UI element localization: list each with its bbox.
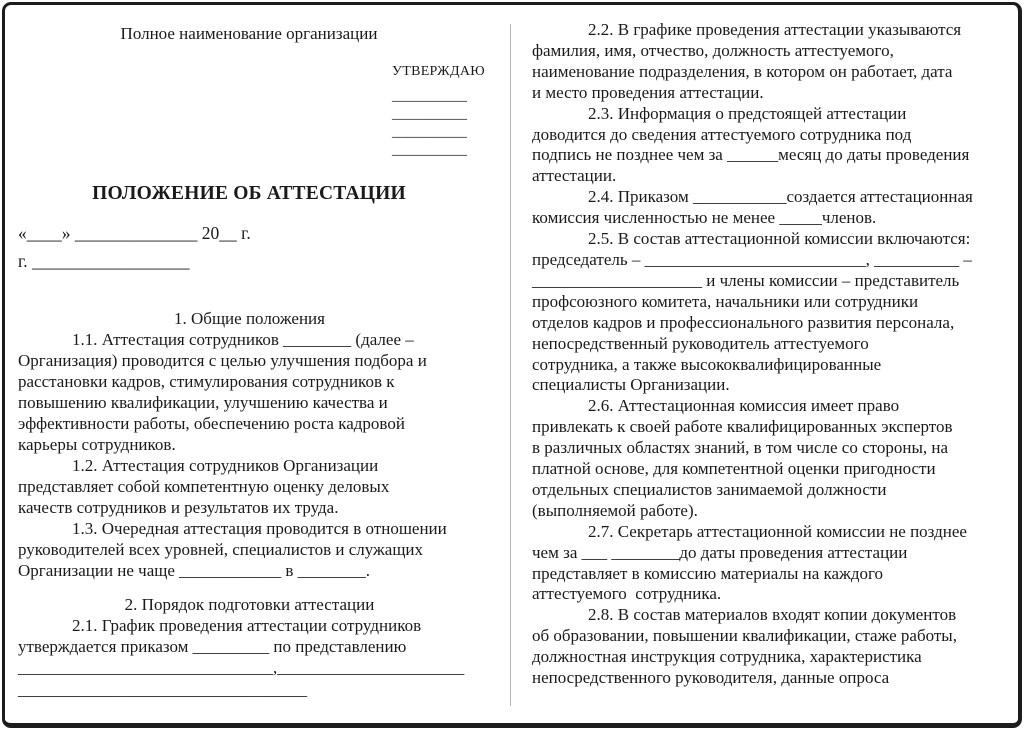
section-1 <box>18 308 481 581</box>
paragraph-2-2: 2.2. В графике проведения аттестации указываются фамилия, имя, отчество, должность аттестуемого, наименование подразделения, в котором он работает, дата и место проведения аттестации. <box>532 20 962 102</box>
paragraph-1-3: 1.3. Очередная аттестация проводится в отношении руководителей всех уровней, специалистов и служащих Организации не чаще ____________ в ________. <box>18 519 447 580</box>
city-fill-line: г. __________________ <box>18 251 190 271</box>
document-title: ПОЛОЖЕНИЕ ОБ АТТЕСТАЦИИ <box>92 183 406 204</box>
section-2 <box>18 594 481 657</box>
date-fill-line: «____» ______________ 20__ г. <box>18 223 251 243</box>
column-divider <box>510 24 511 706</box>
section-2-heading: 2. Порядок подготовки аттестации <box>124 595 375 614</box>
approve-signature-lines: __________ __________ __________ __________ <box>392 88 467 158</box>
section-1-heading: 1. Общие положения <box>174 309 325 328</box>
paragraph-1-2: 1.2. Аттестация сотрудников Организации представляет собой компетентную оценку деловых качеств сотрудников и результатов их труда. <box>18 456 390 517</box>
paragraph-2-6: 2.6. Аттестационная комиссия имеет право привлекать к своей работе квалифицированных экспертов в различных областях знаний, в том числе со стороны, на платной основе, для компетентной оценки пригодности отдельных специалистов занимаемой должности (выполняемой работе). <box>532 396 953 520</box>
right-column <box>532 20 1006 689</box>
approval-block <box>392 64 485 159</box>
fill-in-lines: ______________________________,______________________ __________________________________ <box>18 658 465 699</box>
paragraph-2-4: 2.4. Приказом ___________создается аттестационная комиссия численностью не менее _____членов. <box>532 187 973 228</box>
paragraph-2-5: 2.5. В состав аттестационной комиссии включаются: председатель – __________________________, __________ – ____________________ и члены комиссии – представитель профсоюзного комитета, начальники или сотрудники отделов кадров и профессионального развития персонала, непосредственный руководитель аттестуемого сотрудника, а также высококвалифицированные специалисты Организации. <box>532 229 972 395</box>
paragraph-2-8: 2.8. В состав материалов входят копии документов об образовании, повышении квалификации, стаже работы, должностная инструкция сотрудника, характеристика непосредственного руководителя, данные опроса <box>532 605 957 688</box>
organization-name-heading: Полное наименование организации <box>120 24 378 43</box>
approve-label: УТВЕРЖДАЮ <box>392 64 485 79</box>
paragraph-2-3: 2.3. Информация о предстоящей аттестации доводится до сведения аттестуемого сотрудника под подпись не позднее чем за ______месяц до даты проведения аттестации. <box>532 103 970 186</box>
paragraph-2-7: 2.7. Секретарь аттестационной комиссии не позднее чем за ___ ________до даты проведения аттестации представляет в комиссию материалы на каждого аттестуемого сотрудника. <box>532 521 967 604</box>
paragraph-2-1: 2.1. График проведения аттестации сотрудников утверждается приказом _________ по представлению <box>18 616 422 656</box>
paragraph-1-1: 1.1. Аттестация сотрудников ________ (далее – Организация) проводится с целью улучшения подбора и расстановки кадров, стимулирования сотрудников к повышению квалификации, улучшению качества и эффективности работы, обеспечению роста кадровой карьеры сотрудников. <box>18 330 427 454</box>
